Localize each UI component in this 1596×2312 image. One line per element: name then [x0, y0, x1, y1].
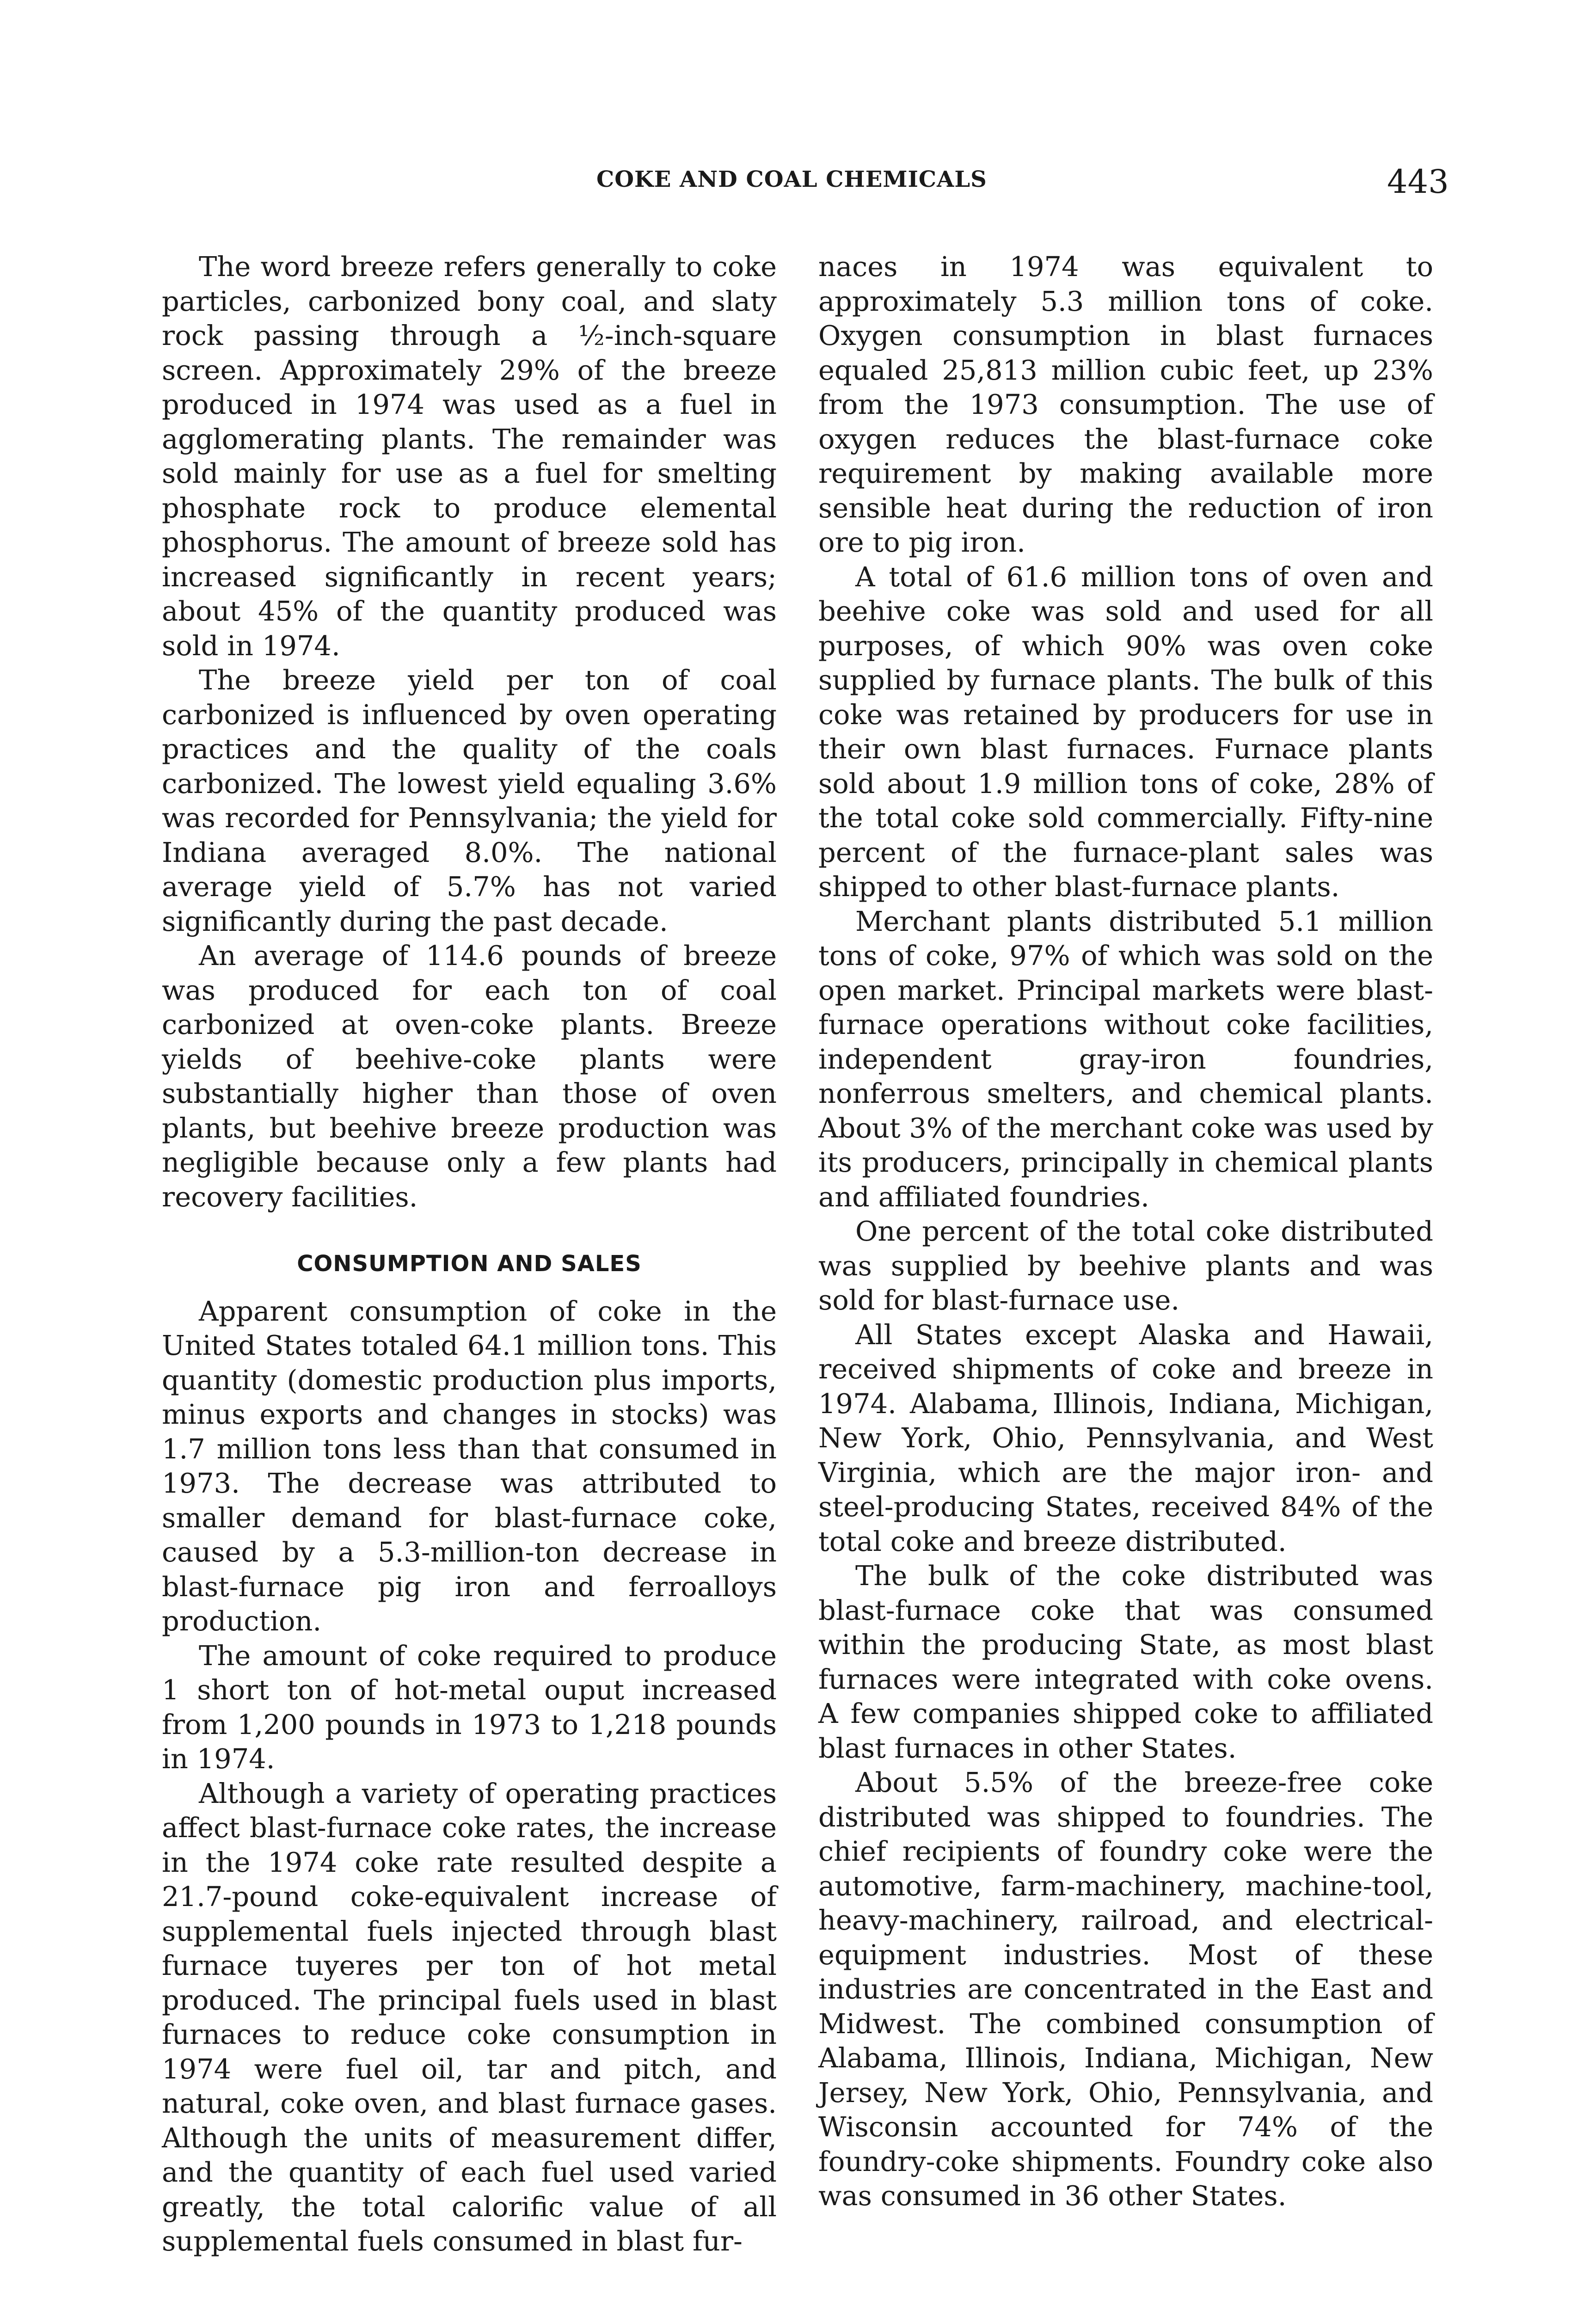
paragraph: An average of 114.6 pounds of breeze was produced for each ton of coal carbonized at oven-coke plants. Breeze yields of beehive-coke plants were substantially higher than those of oven plants, but beehive breeze production was negligible because only a few plants had recovery facilities. [162, 940, 777, 1213]
paragraph: naces in 1974 was equivalent to approximately 5.3 million tons of coke. Oxygen consumption in blast furnaces equaled 25,813 million cubic feet, up 23% from the 1973 consumption. The use of oxygen reduces the blast-furnace coke requirement by making available more sensible heat during the reduction of iron ore to pig iron. [818, 251, 1433, 558]
paragraph: The amount of coke required to produce 1 short ton of hot-metal ouput increased from 1,200 pounds in 1973 to 1,218 pounds in 1974. [162, 1639, 777, 1775]
paragraph: The bulk of the coke distributed was blast-furnace coke that was consumed within the producing State, as most blast furnaces were integrated with coke ovens. A few companies shipped coke to affiliated blast furnaces in other States. [818, 1560, 1433, 1764]
paragraph: The word breeze refers generally to coke particles, carbonized bony coal, and slaty rock passing through a ½-inch-square screen. Approximately 29% of the breeze produced in 1974 was used as a fuel in agglomerating plants. The remainder was sold mainly for use as a fuel for smelting phosphate rock to produce elemental phosphorus. The amount of breeze sold has increased significantly in recent years; about 45% of the quantity produced was sold in 1974. [162, 251, 777, 662]
paragraph: Apparent consumption of coke in the United States totaled 64.1 million tons. This quantity (domestic production plus imports, minus exports and changes in stocks) was 1.7 million tons less than that consumed in 1973. The decrease was attributed to smaller demand for blast-furnace coke, caused by a 5.3-million-ton decrease in blast-furnace pig iron and ferroalloys production. [162, 1295, 777, 1637]
left-column [162, 250, 777, 2259]
paragraph: One percent of the total coke distributed was supplied by beehive plants and was sold for blast-furnace use. [818, 1215, 1433, 1316]
paragraph: Although a variety of operating practices affect blast-furnace coke rates, the increase in the 1974 coke rate resulted despite a 21.7-pound coke-equivalent increase of supplemental fuels injected through blast furnace tuyeres per ton of hot metal produced. The principal fuels used in blast furnaces to reduce coke consumption in 1974 were fuel oil, tar and pitch, and natural, coke oven, and blast furnace gases. Although the units of measurement differ, and the quantity of each fuel used varied greatly, the total calorific value of all supplemental fuels consumed in blast fur- [162, 1777, 777, 2257]
page-number: 443 [1387, 163, 1449, 201]
running-head: COKE AND COAL CHEMICALS [596, 166, 987, 192]
paragraph: A total of 61.6 million tons of oven and beehive coke was sold and used for all purposes, of which 90% was oven coke supplied by furnace plants. The bulk of this coke was retained by producers for use in their own blast furnaces. Furnace plants sold about 1.9 million tons of coke, 28% of the total coke sold commercially. Fifty-nine percent of the furnace-plant sales was shipped to other blast-furnace plants. [818, 560, 1433, 903]
paragraph: The breeze yield per ton of coal carbonized is influenced by oven operating practices and the quality of the coals carbonized. The lowest yield equaling 3.6% was recorded for Pennsylvania; the yield for Indiana averaged 8.0%. The national average yield of 5.7% has not varied significantly during the past decade. [162, 664, 777, 937]
paragraph: About 5.5% of the breeze-free coke distributed was shipped to foundries. The chief recipients of foundry coke were the automotive, farm-machinery, machine-tool, heavy-machinery, railroad, and electrical-equipment industries. Most of these industries are concentrated in the East and Midwest. The combined consumption of Alabama, Illinois, Indiana, Michigan, New Jersey, New York, Ohio, Pennsylvania, and Wisconsin accounted for 74% of the foundry-coke shipments. Foundry coke also was consumed in 36 other States. [818, 1766, 1433, 2212]
paragraph: All States except Alaska and Hawaii, received shipments of coke and breeze in 1974. Alabama, Illinois, Indiana, Michigan, New York, Ohio, Pennsylvania, and West Virginia, which are the major iron- and steel-producing States, received 84% of the total coke and breeze distributed. [818, 1318, 1433, 1557]
right-column [818, 250, 1433, 2214]
paragraph: Merchant plants distributed 5.1 million tons of coke, 97% of which was sold on the open market. Principal markets were blast-furnace operations without coke facilities, independent gray-iron foundries, nonferrous smelters, and chemical plants. About 3% of the merchant coke was used by its producers, principally in chemical plants and affiliated foundries. [818, 905, 1433, 1213]
section-heading: CONSUMPTION AND SALES [297, 1251, 642, 1277]
